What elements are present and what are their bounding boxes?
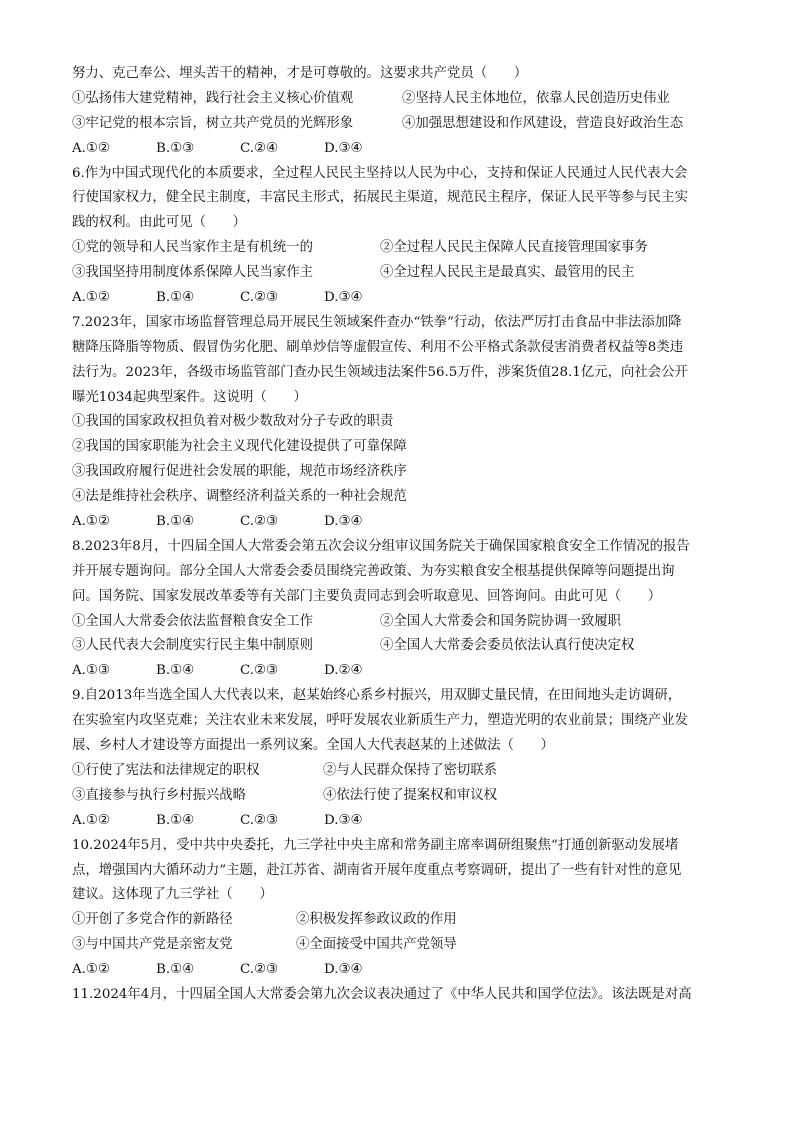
question-stem-line: 9.自2013年当选全国人大代表以来，赵某始终心系乡村振兴，用双脚丈量民情，在田间地头走访调研， xyxy=(72,688,682,704)
option-2: ②全过程人民民主保障人民直接管理国家事务 xyxy=(380,240,648,256)
options-row xyxy=(72,634,720,659)
choice-d: D.③④ xyxy=(324,140,363,156)
choice-c: C.②④ xyxy=(240,140,279,156)
options-row xyxy=(72,261,720,286)
choice-d: D.③④ xyxy=(324,290,363,306)
question-stem-line: 行使国家权力，健全民主制度，丰富民主形式，拓展民主渠道，规范民主程序，保证人民平等参与民主实 xyxy=(72,190,688,206)
question-stem-line: 展、乡村人才建设等方面提出一系列议案。全国人大代表赵某的上述做法（ ） xyxy=(72,738,555,754)
options-row xyxy=(72,87,720,112)
choice-a: A.①③ xyxy=(72,663,110,679)
question-stem-line: 糖降压降脂等物质、假冒伪劣化肥、刷单炒信等虚假宣传、利用不公平格式条款侵害消费者权益等8类违 xyxy=(72,339,684,355)
question-stem-line: 点，增强国内大循环动力”主题，赴江苏省、湖南省开展年度重点考察调研，提出了一些有针对性的意见 xyxy=(72,862,682,878)
option-1: ①弘扬伟大建党精神，践行社会主义核心价值观 xyxy=(72,90,354,106)
question-stem-line: 8.2023年8月，十四届全国人大常委会第五次会议分组审议国务院关于确保国家粮食安全工作情况的报告 xyxy=(72,538,690,554)
option-2: ②坚持人民主体地位，依靠人民创造历史伟业 xyxy=(402,90,670,106)
option-3: ③牢记党的根本宗旨，树立共产党员的光辉形象 xyxy=(72,115,354,131)
question-5 xyxy=(72,62,720,162)
option-1: ①开创了多党合作的新路径 xyxy=(72,912,233,928)
question-7 xyxy=(72,311,720,535)
option-4: ④全国人大常委会委员依法认真行使决定权 xyxy=(380,638,635,654)
options-row xyxy=(72,908,720,933)
option-3: ③直接参与执行乡村振兴战略 xyxy=(72,787,247,803)
option-2: ②积极发挥参政议政的作用 xyxy=(296,912,457,928)
question-8 xyxy=(72,535,720,684)
choice-c: C.②③ xyxy=(240,290,279,306)
choice-b: B.①④ xyxy=(156,663,195,679)
question-stem-line: 曝光1034起典型案件。这说明（ ） xyxy=(72,389,307,405)
answer-choices xyxy=(72,809,720,834)
answer-choices xyxy=(72,286,720,311)
choice-b: B.①④ xyxy=(156,812,195,828)
question-11 xyxy=(72,983,720,1008)
question-stem-line: 7.2023年，国家市场监督管理总局开展民生领域案件查办“铁拳”行动，依法严厉打击食品中非法添加降 xyxy=(72,314,682,330)
question-stem-line: 践的权利。由此可见（ ） xyxy=(72,215,247,231)
choice-b: B.①④ xyxy=(156,962,195,978)
choice-d: D.③④ xyxy=(324,962,363,978)
exam-page xyxy=(72,62,720,1008)
options-row xyxy=(72,933,720,958)
option-1: ①党的领导和人民当家作主是有机统一的 xyxy=(72,240,314,256)
option-4: ④全过程人民民主是最真实、最管用的民主 xyxy=(380,265,635,281)
choice-b: B.①④ xyxy=(156,514,195,530)
option-4: ④依法行使了提案权和审议权 xyxy=(323,787,498,803)
option-3: ③我国政府履行促进社会发展的职能，规范市场经济秩序 xyxy=(72,464,407,480)
question-stem-line: 建议。这体现了九三学社（ ） xyxy=(72,887,273,903)
question-stem-line: 10.2024年5月，受中共中央委托，九三学社中央主席和常务副主席率调研组聚焦“打通创新驱动发展堵 xyxy=(72,837,679,853)
option-3: ③与中国共产党是亲密友党 xyxy=(72,937,233,953)
option-4: ④全面接受中国共产党领导 xyxy=(296,937,457,953)
choice-d: D.②④ xyxy=(324,663,363,679)
choice-a: A.①② xyxy=(72,514,110,530)
option-3: ③我国坚持用制度体系保障人民当家作主 xyxy=(72,265,314,281)
choice-b: B.①④ xyxy=(156,290,195,306)
question-9 xyxy=(72,684,720,833)
answer-choices xyxy=(72,137,720,162)
options-row xyxy=(72,112,720,137)
choice-c: C.②③ xyxy=(240,812,279,828)
question-stem-line: 11.2024年4月，十四届全国人大常委会第九次会议表决通过了《中华人民共和国学位法》。该法既是对高 xyxy=(72,986,692,1002)
answer-choices xyxy=(72,659,720,684)
question-stem-line: 6.作为中国式现代化的本质要求，全过程人民民主坚持以人民为中心，支持和保证人民通过人民代表大会 xyxy=(72,165,688,181)
option-4: ④法是维持社会秩序、调整经济利益关系的一种社会规范 xyxy=(72,489,407,505)
options-row xyxy=(72,784,720,809)
question-6 xyxy=(72,162,720,311)
choice-c: C.②③ xyxy=(240,962,279,978)
question-10 xyxy=(72,834,720,983)
choice-c: C.②③ xyxy=(240,663,279,679)
option-1: ①我国的国家政权担负着对极少数敌对分子专政的职责 xyxy=(72,414,394,430)
option-2: ②我国的国家职能为社会主义现代化建设提供了可靠保障 xyxy=(72,439,407,455)
choice-d: D.③④ xyxy=(324,812,363,828)
options-row xyxy=(72,759,720,784)
question-stem-line: 问。国务院、国家发展改革委等有关部门主要负责同志到会听取意见、回答询问。由此可见（ ） xyxy=(72,588,662,604)
option-4: ④加强思想建设和作风建设，营造良好政治生态 xyxy=(402,115,684,131)
question-stem: 努力、克己奉公、埋头苦干的精神，才是可尊敬的。这要求共产党员（ ） xyxy=(72,66,528,81)
choice-c: C.②③ xyxy=(240,514,279,530)
answer-choices xyxy=(72,510,720,535)
choice-b: B.①③ xyxy=(156,140,195,156)
choice-a: A.①② xyxy=(72,812,110,828)
option-3: ③人民代表大会制度实行民主集中制原则 xyxy=(72,638,314,654)
question-stem-line: 并开展专题询问。部分全国人大常委会委员围绕完善政策、为夯实粮食安全根基提供保障等问题提出询 xyxy=(72,563,675,579)
choice-a: A.①② xyxy=(72,140,110,156)
option-2: ②与人民群众保持了密切联系 xyxy=(323,762,498,778)
option-1: ①行使了宪法和法律规定的职权 xyxy=(72,762,260,778)
choice-a: A.①② xyxy=(72,290,110,306)
choice-d: D.③④ xyxy=(324,514,363,530)
answer-choices xyxy=(72,958,720,983)
question-stem-line: 在实验室内攻坚克难；关注农业未来发展，呼吁发展农业新质生产力，塑造光明的农业前景；围绕产业发 xyxy=(72,713,688,729)
options-row xyxy=(72,610,720,635)
question-stem-line: 法行为。2023年，各级市场监管部门查办民生领域违法案件56.5万件，涉案货值28.1亿元，向社会公开 xyxy=(72,364,688,380)
options-row xyxy=(72,236,720,261)
option-2: ②全国人大常委会和国务院协调一致履职 xyxy=(380,613,622,629)
option-1: ①全国人大常委会依法监督粮食安全工作 xyxy=(72,613,314,629)
choice-a: A.①② xyxy=(72,962,110,978)
